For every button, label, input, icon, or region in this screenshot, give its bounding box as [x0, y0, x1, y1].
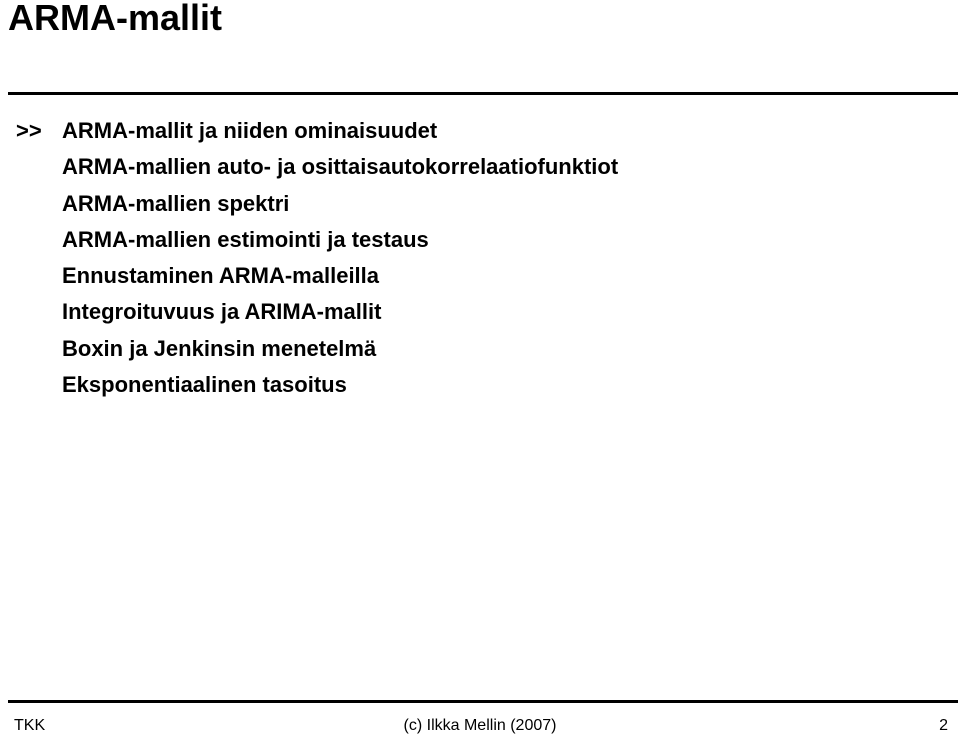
toc-item-label: ARMA-mallien estimointi ja testaus: [62, 226, 429, 252]
toc-item: [0, 226, 960, 262]
toc-item-label: ARMA-mallien spektri: [62, 190, 290, 216]
toc-item-label: ARMA-mallit ja niiden ominaisuudet: [62, 118, 438, 143]
toc-item: [0, 190, 960, 226]
toc-item-label: ARMA-mallien auto- ja osittaisautokorrelaatiofunktiot: [62, 154, 619, 180]
footer-copyright: (c) Ilkka Mellin (2007): [403, 717, 557, 734]
toc-item: [0, 371, 960, 407]
toc-item-label: Eksponentiaalinen tasoitus: [62, 372, 347, 398]
footer: [0, 716, 960, 738]
toc-item: [0, 117, 960, 153]
table-of-contents: [0, 117, 960, 407]
toc-item: [0, 335, 960, 371]
title-divider: [8, 92, 958, 95]
footer-organization: TKK: [14, 717, 46, 734]
toc-item-label: Integroituvuus ja ARIMA-mallit: [62, 299, 382, 325]
toc-item-label: Boxin ja Jenkinsin menetelmä: [62, 335, 377, 361]
toc-item: [0, 298, 960, 334]
toc-item-label: Ennustaminen ARMA-malleilla: [62, 263, 380, 289]
page-number: 2: [939, 717, 948, 734]
slide-title: ARMA-mallit: [8, 0, 222, 38]
toc-item: [0, 153, 960, 189]
footer-divider: [8, 700, 958, 703]
toc-item: [0, 262, 960, 298]
current-item-marker: >>: [16, 118, 42, 143]
